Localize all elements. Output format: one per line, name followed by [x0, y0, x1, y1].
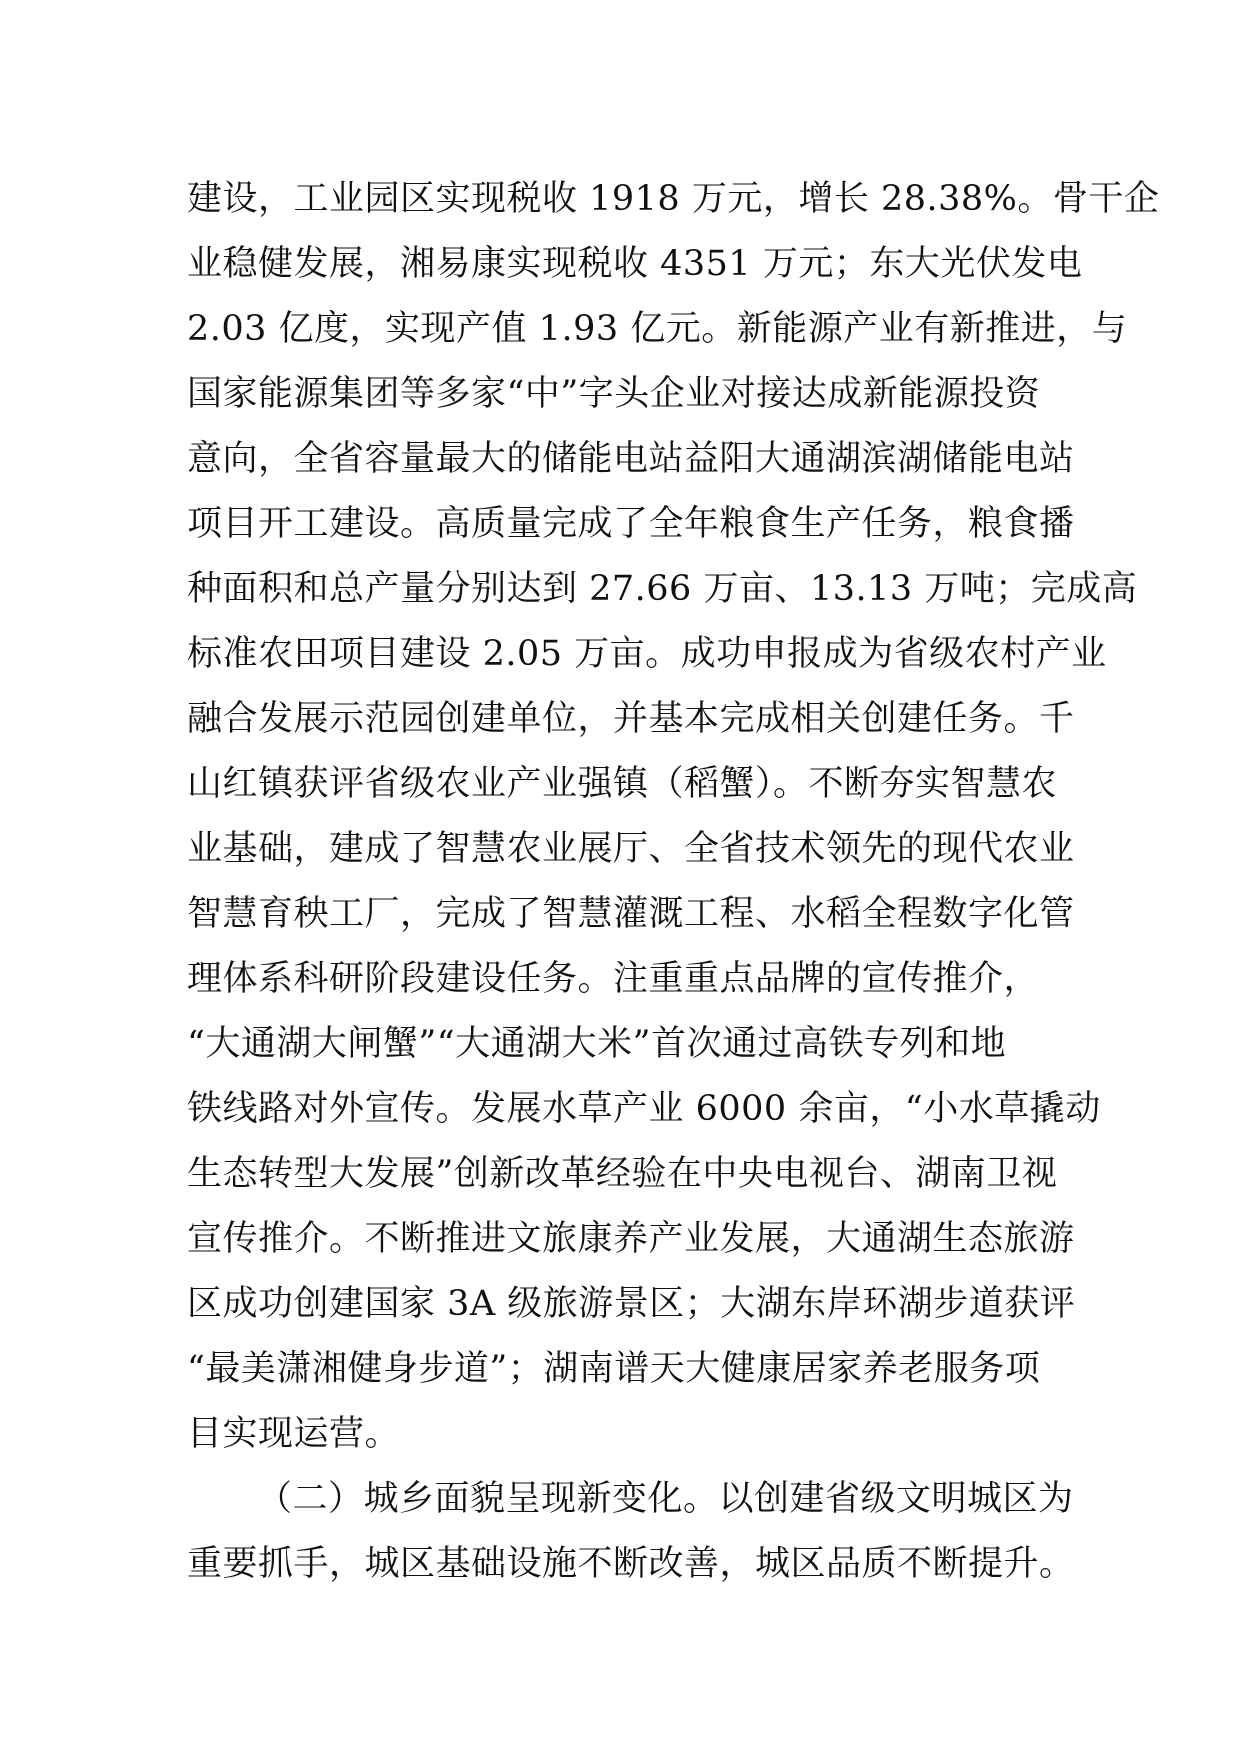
- text-line: 业稳健发展，湘易康实现税收 4351 万元；东大光伏发电: [187, 244, 1083, 284]
- section-heading-line: （二）城乡面貌呈现新变化。以创建省级文明城区为: [257, 1479, 1074, 1519]
- text-line: 目实现运营。: [187, 1414, 401, 1454]
- text-line: 项目开工建设。高质量完成了全年粮食生产任务，粮食播: [187, 504, 1075, 544]
- text-line: 宣传推介。不断推进文旅康养产业发展，大通湖生态旅游: [187, 1219, 1075, 1259]
- text-line: 理体系科研阶段建设任务。注重重点品牌的宣传推介，: [187, 959, 1040, 999]
- text-line: “大通湖大闸蟹”“大通湖大米”首次通过高铁专列和地: [187, 1024, 1007, 1064]
- text-line: 重要抓手，城区基础设施不断改善，城区品质不断提升。: [187, 1544, 1075, 1584]
- text-line: 2.03 亿度，实现产值 1.93 亿元。新能源产业有新推进，与: [187, 309, 1128, 349]
- text-line: 生态转型大发展”创新改革经验在中央电视台、湖南卫视: [187, 1154, 1058, 1194]
- text-line: 融合发展示范园创建单位，并基本完成相关创建任务。千: [187, 699, 1075, 739]
- text-line: 智慧育秧工厂，完成了智慧灌溉工程、水稻全程数字化管: [187, 894, 1075, 934]
- text-line: 国家能源集团等多家“中”字头企业对接达成新能源投资: [187, 374, 1041, 414]
- text-line: 区成功创建国家 3A 级旅游景区；大湖东岸环湖步道获评: [187, 1284, 1076, 1324]
- text-line: 山红镇获评省级农业产业强镇（稻蟹）。不断夯实智慧农: [187, 764, 1058, 804]
- text-line: 建设，工业园区实现税收 1918 万元，增长 28.38%。骨干企: [187, 179, 1160, 219]
- text-line: 标准农田项目建设 2.05 万亩。成功申报成为省级农村产业: [187, 634, 1107, 674]
- text-line: 种面积和总产量分别达到 27.66 万亩、13.13 万吨；完成高: [187, 569, 1138, 609]
- text-line: 业基础，建成了智慧农业展厅、全省技术领先的现代农业: [187, 829, 1075, 869]
- text-line: 意向，全省容量最大的储能电站益阳大通湖滨湖储能电站: [187, 439, 1075, 479]
- text-line: “最美潇湘健身步道”；湖南谱天大健康居家养老服务项: [187, 1349, 1041, 1389]
- text-line: 铁线路对外宣传。发展水草产业 6000 余亩，“小水草撬动: [187, 1089, 1101, 1129]
- body-text: [187, 167, 1160, 1597]
